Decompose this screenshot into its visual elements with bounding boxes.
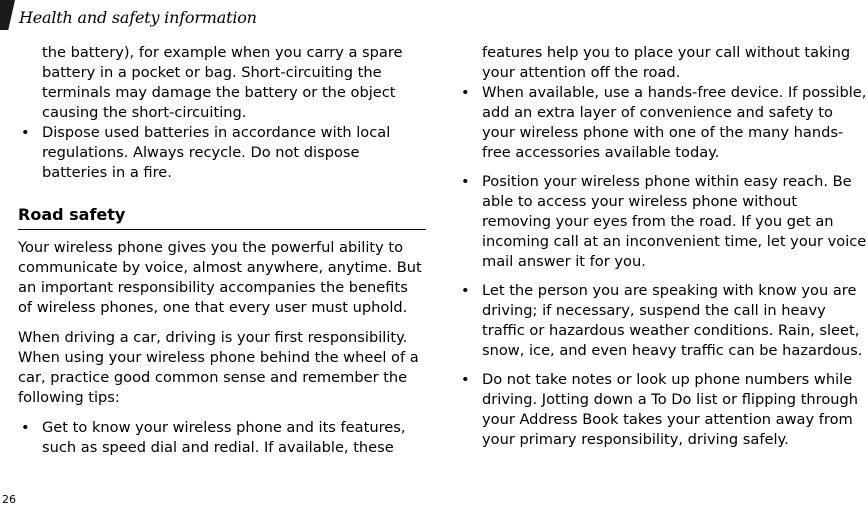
driving-tip-continuation: features help you to place your call without taking your attention off the road. <box>482 44 851 81</box>
battery-bullet-list <box>18 123 426 183</box>
bullet-marker: • <box>461 84 470 101</box>
list-item <box>18 123 426 183</box>
section-heading-road-safety: Road safety <box>18 205 426 230</box>
driving-tips-list-start <box>18 418 426 458</box>
bullet-marker: • <box>21 124 30 141</box>
bullet-marker: • <box>461 371 470 388</box>
list-item <box>18 418 426 458</box>
list-item-text: When available, use a hands-free device. If possible, add an extra layer of convenience and safety to your wireless phone with one of the many hands-free accessories available today. <box>482 84 867 161</box>
header-tab-marker <box>0 0 15 30</box>
list-item-text: Let the person you are speaking with know you are driving; if necessary, suspend the call in heavy traffic or hazardous weather conditions. Rain, sleet, snow, ice, and even heavy traffic can be hazardous. <box>482 282 863 359</box>
right-column <box>458 43 868 459</box>
road-safety-paragraph-1: Your wireless phone gives you the powerful ability to communicate by voice, almost anywhere, anytime. But an important responsibility accompanies the benefits of wireless phones, one that every user must uphold. <box>18 239 422 316</box>
bullet-marker: • <box>21 419 30 436</box>
bullet-marker: • <box>461 282 470 299</box>
page-title: Health and safety information <box>19 8 257 27</box>
battery-paragraph-continuation: the battery), for example when you carry a spare battery in a pocket or bag. Short-circuiting the terminals may damage the battery or the object causing the short-circuiting. <box>42 44 403 121</box>
list-item <box>458 83 868 163</box>
page-header <box>0 0 868 36</box>
list-item <box>458 370 868 450</box>
left-column <box>18 43 426 467</box>
list-item-text: Do not take notes or look up phone numbers while driving. Jotting down a To Do list or flipping through your Address Book takes your attention away from your primary responsibility, driving safely. <box>482 371 859 448</box>
bullet-marker: • <box>461 173 470 190</box>
page-number: 26 <box>2 493 16 506</box>
list-item-text: Dispose used batteries in accordance with local regulations. Always recycle. Do not dispose batteries in a fire. <box>42 124 391 181</box>
list-item <box>458 281 868 361</box>
driving-tips-list <box>458 83 868 450</box>
list-item <box>458 172 868 272</box>
list-item-text: Get to know your wireless phone and its features, such as speed dial and redial. If available, these <box>42 419 406 456</box>
road-safety-paragraph-2: When driving a car, driving is your first responsibility. When using your wireless phone behind the wheel of a car, practice good common sense and remember the following tips: <box>18 329 419 406</box>
list-item-text: Position your wireless phone within easy reach. Be able to access your wireless phone without removing your eyes from the road. If you get an incoming call at an inconvenient time, let your voice mail answer it for you. <box>482 173 867 270</box>
road-safety-body <box>18 238 426 458</box>
